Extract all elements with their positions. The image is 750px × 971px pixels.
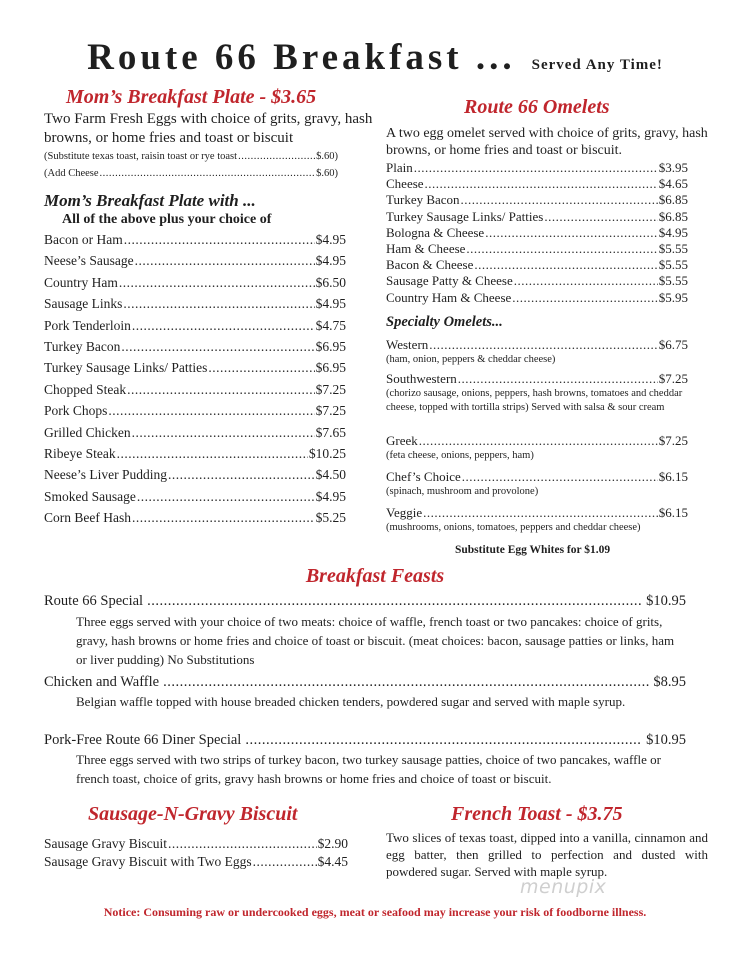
- menu-item: Plain ..... $3.95: [386, 160, 688, 176]
- menu-item: Neese’s Liver Pudding ..... $4.50: [44, 467, 346, 488]
- menu-item: Sausage Gravy Biscuit ..... $2.90: [44, 836, 348, 854]
- menu-item: Bologna & Cheese ..... $4.95: [386, 225, 688, 241]
- specialty-omelets-list: [386, 337, 688, 539]
- specialty-omelets-title: Specialty Omelets...: [386, 314, 503, 330]
- menu-item: Sausage Gravy Biscuit with Two Eggs ..... $4.45: [44, 854, 348, 872]
- menu-item: Sausage Links ..... $4.95: [44, 296, 346, 317]
- menu-item: Sausage Patty & Cheese ..... $5.55: [386, 273, 688, 289]
- item-description: Three eggs served with your choice of two meats: choice of waffle, french toast or two pancakes: choice of grits, gravy, hash browns or home fries and choice of toast or biscuit. (meat choices: bacon, sausage patties or links, ham or liver pudding) No Substitutions: [76, 614, 675, 667]
- feasts-title: Breakfast Feasts: [305, 565, 445, 587]
- foodborne-notice: Notice: Consuming raw or undercooked eggs, meat or seafood may increase your risk of foodborne illness.: [103, 905, 647, 919]
- menu-item: Turkey Bacon ..... $6.85: [386, 192, 688, 208]
- menu-item: Ham & Cheese ..... $5.55: [386, 241, 688, 257]
- specialty-item: Veggie ..... $6.15 (mushrooms, onions, tomatoes, peppers and cheddar cheese): [386, 505, 688, 539]
- list-item: (Substitute texas toast, raisin toast or rye toast ..... $.60): [44, 151, 338, 168]
- specialty-item: Western ..... $6.75 (ham, onion, peppers & cheddar cheese): [386, 337, 688, 371]
- item-description: Belgian waffle topped with house breaded chicken tenders, powdered sugar and served with maple syrup.: [76, 694, 626, 709]
- moms-plate-with-subtitle: All of the above plus your choice of: [62, 212, 272, 227]
- menu-item: Turkey Sausage Links/ Patties ..... $6.85: [386, 209, 688, 225]
- item-description: (ham, onion, peppers & cheddar cheese): [386, 354, 556, 365]
- watermark-logo: menupix: [520, 876, 607, 898]
- moms-plate-with-list: [44, 232, 346, 531]
- feast-item: Pork-Free Route 66 Diner Special ..... $10.95 Three eggs served with two strips of turkey bacon, two turkey sausage patties, choice of two pancakes, waffle or french toast, choice of grits, gravy hash browns or home fries and choice of toast or biscuit.: [44, 732, 686, 792]
- item-description: (spinach, mushroom and provolone): [386, 486, 539, 497]
- menu-item: Grilled Chicken ..... $7.65: [44, 425, 346, 446]
- biscuit-title: Sausage-N-Gravy Biscuit: [88, 803, 298, 825]
- feast-item: Route 66 Special ..... $10.95 Three eggs served with your choice of two meats: choice of waffle, french toast or two pancakes: choice of grits, gravy, hash browns or home fries and choice of toast or biscuit. (meat choices: bacon, sausage patties or links, ham or liver pudding) No Substitutions: [44, 593, 686, 674]
- menu-item: Turkey Sausage Links/ Patties ..... $6.95: [44, 360, 346, 381]
- omelets-description: A two egg omelet served with choice of grits, gravy, hash browns, or home fries and toast or biscuit.: [386, 126, 708, 158]
- omelets-title: Route 66 Omelets: [464, 96, 610, 118]
- specialty-item: Southwestern ..... $7.25 (chorizo sausage, onions, peppers, hash browns, tomatoes and cheddar cheese, topped with tortilla strips) Served with salsa & sour cream: [386, 371, 688, 433]
- feasts-list: [44, 593, 686, 792]
- menu-item: Smoked Sausage ..... $4.95: [44, 489, 346, 510]
- menu-item: Bacon & Cheese ..... $5.55: [386, 257, 688, 273]
- menu-item: Pork Tenderloin ..... $4.75: [44, 318, 346, 339]
- menu-item: Bacon or Ham ..... $4.95: [44, 232, 346, 253]
- menu-header: [0, 36, 750, 79]
- item-description: Three eggs served with two strips of turkey bacon, two turkey sausage patties, choice of two pancakes, waffle or french toast, choice of grits, gravy hash browns or home fries and choice of toast or biscuit.: [76, 752, 661, 786]
- menu-item: Pork Chops ..... $7.25: [44, 403, 346, 424]
- menu-item: Country Ham ..... $6.50: [44, 275, 346, 296]
- omelets-list: [386, 160, 688, 306]
- egg-whites-note: Substitute Egg Whites for $1.09: [455, 544, 611, 556]
- moms-plate-title: Mom’s Breakfast Plate - $3.65: [66, 86, 317, 108]
- item-description: (feta cheese, onions, peppers, ham): [386, 450, 534, 461]
- menu-tagline: Served Any Time!: [531, 57, 663, 73]
- biscuit-list: [44, 836, 348, 872]
- specialty-item: Greek ..... $7.25 (feta cheese, onions, peppers, ham): [386, 433, 688, 469]
- item-description: (mushrooms, onions, tomatoes, peppers and cheddar cheese): [386, 522, 641, 533]
- moms-plate-description: Two Farm Fresh Eggs with choice of grits, gravy, hash browns, or home fries and toast or biscuit: [44, 111, 373, 146]
- french-toast-title: French Toast - $3.75: [451, 803, 623, 825]
- moms-plate-substitutions: [44, 151, 338, 185]
- menu-item: Cheese ..... $4.65: [386, 176, 688, 192]
- item-description: (chorizo sausage, onions, peppers, hash browns, tomatoes and cheddar cheese, topped with tortilla strips) Served with salsa & sour cream: [386, 388, 683, 413]
- menu-item: Chopped Steak ..... $7.25: [44, 382, 346, 403]
- list-item: (Add Cheese ..... $.60): [44, 168, 338, 185]
- feast-item: Chicken and Waffle ..... $8.95 Belgian waffle topped with house breaded chicken tenders, powdered sugar and served with maple syrup.: [44, 674, 686, 732]
- menu-item: Ribeye Steak ..... $10.25: [44, 446, 346, 467]
- menu-item: Country Ham & Cheese ..... $5.95: [386, 290, 688, 306]
- menu-item: Turkey Bacon ..... $6.95: [44, 339, 346, 360]
- french-toast-description: Two slices of texas toast, dipped into a vanilla, cinnamon and egg batter, then grilled to perfection and dusted with powdered sugar. Served with maple syrup.: [386, 830, 708, 879]
- specialty-item: Chef’s Choice ..... $6.15 (spinach, mushroom and provolone): [386, 469, 688, 505]
- menu-item: Neese’s Sausage ..... $4.95: [44, 253, 346, 274]
- menu-item: Corn Beef Hash ..... $5.25: [44, 510, 346, 531]
- menu-title: Route 66 Breakfast ...: [87, 37, 516, 78]
- moms-plate-with-title: Mom’s Breakfast Plate with ...: [44, 191, 256, 210]
